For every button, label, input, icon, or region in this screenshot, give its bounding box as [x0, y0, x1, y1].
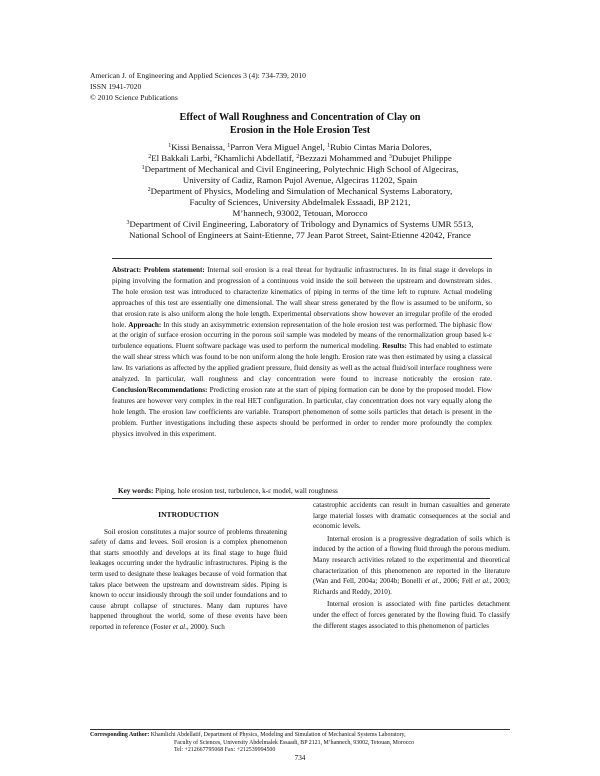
title-line-2: Erosion in the Hole Erosion Test	[229, 125, 371, 136]
author-sup: 2	[148, 154, 152, 160]
conclusion-text: Predicting erosion rate at the start of piping formation can be done by the proposed model. Flow features are however very complex in the real HET configuration. In particular, clay concentration does not vary equally along the hole length. The erosion law coefficients are variable. Transport phenomenon of some soils particles that detach is present in the problem. Further investigations including these aspects should be performed in order to render more profoundly the complex physics involved in this experiment.	[112, 385, 492, 438]
abstract-label: Abstract:	[112, 266, 142, 274]
author-sup: 2	[214, 154, 218, 160]
keywords-text: Piping, hole erosion test, turbulence, k-ε model, wall roughness	[153, 487, 338, 495]
results-label: Results:	[382, 342, 407, 351]
author-line-2	[80, 153, 520, 164]
approach-label: Approach:	[128, 320, 162, 329]
abstract-bottom-rule	[112, 498, 490, 499]
intro-paragraph-4: Internal erosion is associated with fine particles detachment under the effect of forces generated by the flowing fluid. To classify the different stages associated to this phenomenon of particles	[313, 600, 510, 630]
affiliation-text: Department of Physics, Modeling and Simulation of Mechanical Systems Laboratory,	[150, 186, 453, 196]
author-sup: 2	[296, 154, 300, 160]
footnote-label: Corresponding Author:	[90, 732, 150, 738]
introduction-heading: INTRODUCTION	[158, 510, 219, 519]
paragraph-text: Internal erosion is a progressive degradation of soils which is induced by the action of a flowing fluid through the porous medium. Many research activities related to the experimental and theoretical characterization of this phenomenon are reported in the literature (Wan and Fell, 2004a; 2004b; Bonelli	[313, 534, 510, 586]
copyright: © 2010 Science Publications	[90, 93, 178, 102]
affiliation-text: Faculty of Sciences, University Abdelmalek Essaadi, BP 2121,	[189, 197, 411, 207]
author-line-1	[80, 142, 520, 153]
author-name: Parron Vera Miguel Angel,	[230, 142, 328, 152]
et-al: et al	[172, 622, 186, 631]
author-block	[80, 142, 520, 241]
affiliation-sup: 1	[141, 165, 145, 171]
affiliation-text: Department of Mechanical and Civil Engineering, Polytechnic High School of Algeciras,	[144, 164, 459, 174]
footnote-line-1: Khamlichi Abdellatif, Department of Physics, Modeling and Simulation of Mechanical Systems Laboratory,	[149, 732, 406, 738]
author-name: Dubujet Philippe	[391, 153, 452, 163]
affiliation-text: M’hannech, 93002, Tetouan, Morocco	[232, 208, 368, 218]
keywords	[118, 486, 498, 496]
author-name: Khamlichi Abdellatif,	[217, 153, 297, 163]
affiliation-1	[80, 164, 520, 186]
et-al: et al	[424, 577, 438, 586]
approach-text: In this study an axisymmetric extension representation of the hole erosion test was performed. The biphasic flow at the origin of surface erosion occurring in the porous soil sample was modeled by means of the renormalization group based k-ε turbulence equations. Fluent software package was used to perform the numerical modeling.	[112, 320, 492, 351]
paragraph-text: ., 2006; Fell	[437, 577, 476, 586]
left-column	[90, 508, 287, 635]
affiliation-text: University of Cadiz, Ramon Pujol Avenue, Algeciras 11202, Spain	[182, 175, 418, 185]
problem-statement-label: Problem statement:	[143, 266, 205, 274]
et-al: et al	[475, 577, 489, 586]
paper-title	[100, 111, 500, 137]
journal-citation: American J. of Engineering and Applied Sciences 3 (4): 734-739, 2010	[90, 71, 306, 80]
affiliation-text: National School of Engineers at Saint-Etienne, 77 Jean Parot Street, Saint-Etienne 42042, France	[129, 230, 471, 240]
intro-paragraph-1	[90, 527, 287, 633]
author-name: Kissi Benaissa,	[171, 142, 228, 152]
author-name: Rubio Cintas Maria Dolores,	[330, 142, 432, 152]
affiliation-sup: 2	[147, 187, 151, 193]
author-sup: 3	[388, 154, 392, 160]
footnote-rule	[90, 729, 510, 730]
corresponding-author-footnote	[90, 732, 510, 755]
paragraph-text: ., 2000). Such	[185, 622, 225, 631]
page-number: 734	[294, 754, 306, 762]
journal-header	[90, 70, 306, 103]
intro-paragraph-3	[313, 534, 510, 598]
title-line-1: Effect of Wall Roughness and Concentration of Clay on	[179, 112, 421, 123]
affiliation-3	[80, 219, 520, 241]
intro-paragraph-2: catastrophic accidents can result in human casualties and generate large material losses with dramatic consequences at the social and economic levels.	[313, 501, 510, 531]
conclusion-label: Conclusion/Recommendations:	[112, 385, 208, 394]
footnote-line-2: Faculty of Sciences, University Abdelmalek Essaadi, BP 2121, M’hannech, 93002, Tetouan, Morocco	[174, 739, 414, 746]
author-name: El Bakkali Larbi,	[151, 153, 215, 163]
paragraph-text: ., 2003; Richards and Reddy, 2010).	[313, 577, 511, 596]
author-name: Bezzazi Mohammed and	[299, 153, 389, 163]
author-sup: 1	[168, 143, 172, 149]
results-text: This had enabled to estimate the wall shear stress which was found to be non uniform along the hole length. Erosion rate was then estimated by using a classical law. Its variations as affected by the applied gradient pressure, fluid density as well as the actual fluid/soil interface roughness were analyzed. In particular, wall roughness and clay concentration were found to increase noticeably the erosion rate.	[112, 342, 492, 384]
issn: ISSN 1941-7020	[90, 82, 142, 91]
footnote-line-3: Tel: +212667795068 Fax: +212539994500	[174, 747, 276, 754]
keywords-label: Key words:	[118, 487, 154, 495]
paragraph-text: Soil erosion constitutes a major source of problems threatening safety of dams and levees. Soil erosion is a complex phenomenon that starts smoothly and develops at its final stage to huge fluid leakages occurring under the hydraulic infrastructures. Piping is the term used to designate these leakages because of void formation that takes place between the upstream and downstream sides. Piping is known to occur insidiously through the soil under foundations and to cause abrupt collapse of structures. Many dam ruptures have happened throughout the world, some of these events have been reported in reference (Foster	[90, 527, 287, 631]
abstract	[112, 258, 492, 440]
right-column	[313, 500, 510, 633]
author-sup: 1	[227, 143, 231, 149]
author-sup: 1	[327, 143, 331, 149]
problem-statement-text: Internal soil erosion is a real threat for hydraulic infrastructures. In its final stage it develops in piping involving the formation and progression of a continuous void inside the soil between the upstream and downstream sides. The hole erosion test was introduced to characterize kinematics of piping in terms of the time left to rupture. Actual modeling approaches of this test are essentially one dimensional. The wall shear stress generated by the flow is assumed to be uniform, so that erosion rate is also uniform along the hole length. Experimental observations show however an irregular profile of the eroded hole.	[112, 266, 492, 329]
affiliation-2	[80, 186, 520, 219]
affiliation-sup: 3	[126, 220, 130, 226]
affiliation-text: Department of Civil Engineering, Laboratory of Tribology and Dynamics of Systems UMR 5513,	[129, 219, 474, 229]
